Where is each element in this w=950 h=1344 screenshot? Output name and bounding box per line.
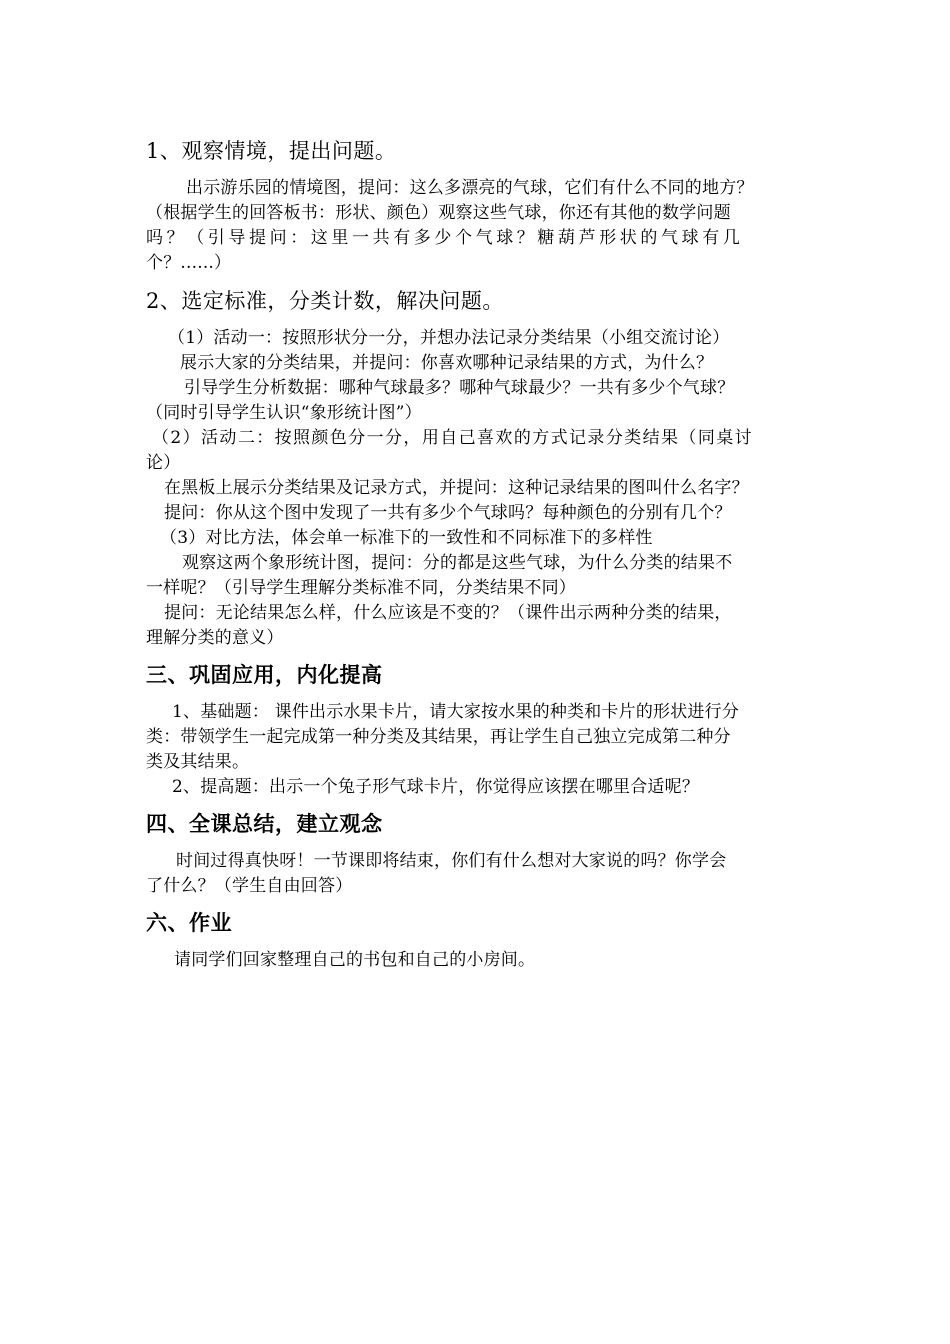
part2-line-9: （3）对比方法，体会单一标准下的一致性和不同标准下的多样性 bbox=[160, 528, 653, 548]
part2-line-13: 理解分类的意义） bbox=[146, 628, 284, 648]
section3-line-2: 类：带领学生一起完成第一种分类及其结果，再让学生自己独立完成第二种分 bbox=[146, 727, 731, 747]
section3-line-1: 1、基础题： 课件出示水果卡片，请大家按水果的种类和卡片的形状进行分 bbox=[172, 702, 740, 722]
part1-line-3: 吗？（引导提问：这里一共有多少个气球？糖葫芦形状的气球有几 bbox=[146, 228, 744, 248]
section4-line-1: 时间过得真快呀！一节课即将结束，你们有什么想对大家说的吗？你学会 bbox=[176, 851, 727, 871]
section6-line-1: 请同学们回家整理自己的书包和自己的小房间。 bbox=[174, 950, 536, 970]
part2-line-8: 提问：你从这个图中发现了一共有多少个气球吗？每种颜色的分别有几个？ bbox=[164, 503, 732, 523]
part2-line-5: （2）活动二：按照颜色分一分，用自己喜欢的方式记录分类结果（同桌讨 bbox=[152, 428, 754, 448]
part2-line-12: 提问：无论结果怎么样，什么应该是不变的？（课件出示两种分类的结果， bbox=[164, 603, 732, 623]
section4-heading: 四、全课总结，建立观念 bbox=[146, 812, 383, 836]
part2-line-3: 引导学生分析数据：哪种气球最多？哪种气球最少？一共有多少个气球？ bbox=[184, 378, 735, 398]
part2-line-6: 论） bbox=[146, 453, 181, 473]
part2-line-7: 在黑板上展示分类结果及记录方式，并提问：这种记录结果的图叫什么名字？ bbox=[164, 478, 749, 498]
section3-line-4: 2、提高题：出示一个兔子形气球卡片，你觉得应该摆在哪里合适呢？ bbox=[172, 777, 700, 797]
section3-heading: 三、巩固应用，内化提高 bbox=[146, 663, 383, 687]
part2-line-11: 一样呢？（引导学生理解分类标准不同，分类结果不同） bbox=[146, 578, 576, 598]
section6-heading: 六、作业 bbox=[146, 911, 232, 935]
section3-line-3: 类及其结果。 bbox=[146, 752, 250, 772]
part2-line-10: 观察这两个象形统计图，提问：分的都是这些气球，为什么分类的结果不 bbox=[182, 553, 733, 573]
part1-line-2: （根据学生的回答板书：形状、颜色）观察这些气球，你还有其他的数学问题 bbox=[146, 203, 731, 223]
part1-line-4: 个？......） bbox=[146, 253, 232, 273]
part2-line-2: 展示大家的分类结果，并提问：你喜欢哪种记录结果的方式，为什么？ bbox=[180, 353, 714, 373]
part1-line-1: 出示游乐园的情境图，提问：这么多漂亮的气球，它们有什么不同的地方？ bbox=[186, 178, 754, 198]
part2-line-4: （同时引导学生认识“象形统计图”） bbox=[146, 403, 422, 423]
part1-heading: 1、观察情境，提出问题。 bbox=[146, 139, 397, 163]
section4-line-2: 了什么？（学生自由回答） bbox=[146, 876, 353, 896]
part2-heading: 2、选定标准，分类计数，解决问题。 bbox=[146, 289, 504, 313]
part2-line-1: （1）活动一：按照形状分一分，并想办法记录分类结果（小组交流讨论） bbox=[168, 328, 730, 348]
